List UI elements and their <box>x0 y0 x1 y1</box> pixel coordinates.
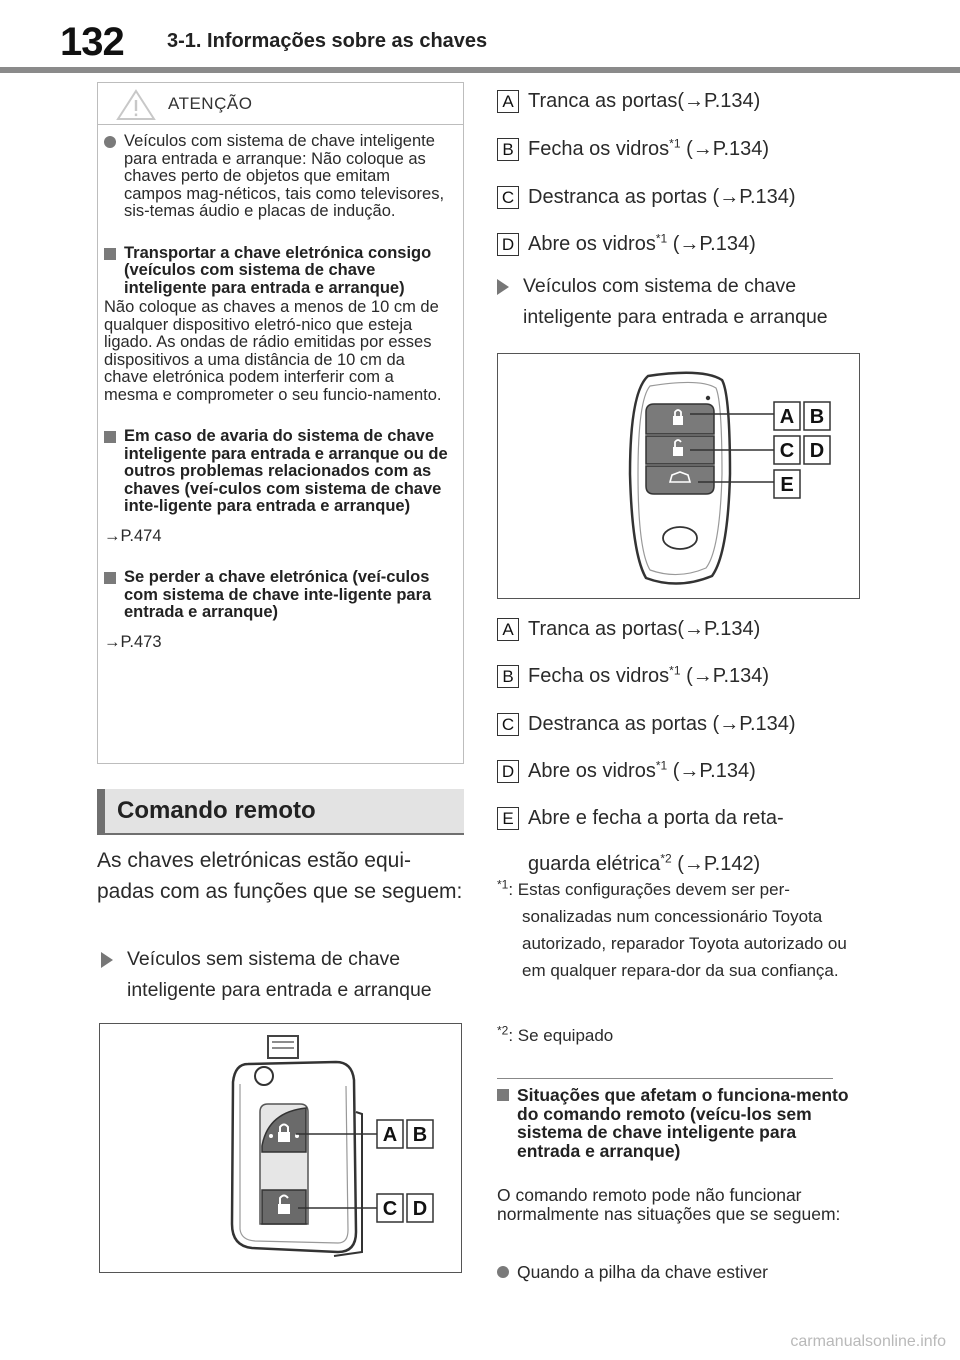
footnote-1 <box>497 876 847 984</box>
watermark: carmanualsonline.info <box>790 1333 946 1350</box>
figure-label-d: D <box>809 440 825 462</box>
warning-triangle-icon <box>116 89 156 121</box>
function-text: guarda elétrica <box>528 853 661 875</box>
divider <box>497 1078 833 1079</box>
section-title: 3-1. Informações sobre as chaves <box>167 30 488 52</box>
function-ref: (→P.142) <box>671 853 761 875</box>
figure-label-b: B <box>809 406 825 428</box>
situations-bullet <box>497 1263 768 1282</box>
figure-label-c: C <box>382 1198 398 1220</box>
footnote-marker: *2 <box>497 1023 509 1038</box>
function-text: Tranca as portas(→P.134) <box>528 90 761 112</box>
warning-subheading-text: Em caso de avaria do sistema de chave inteligente para entrada e arranque ou de outros problemas relacionados com as chaves (veí-culos com sistema de chave inte-ligente para entrada e arranque) <box>124 427 448 515</box>
section-heading <box>97 789 464 833</box>
warning-subheading <box>104 569 449 622</box>
footnote-marker: *1 <box>655 758 668 773</box>
function-item <box>497 664 769 688</box>
function-ref: (→P.134) <box>667 233 756 255</box>
variant-heading <box>497 271 867 333</box>
function-item <box>497 185 796 209</box>
triangle-bullet-icon <box>101 952 115 968</box>
smart-key-illustration <box>498 354 860 599</box>
function-item <box>497 89 760 113</box>
figure-smart-key <box>497 353 860 599</box>
warning-body <box>98 125 463 651</box>
function-text: Fecha os vidros <box>528 665 670 687</box>
label-box: D <box>497 760 519 783</box>
figure-label-b: B <box>412 1124 428 1146</box>
figure-key-without-smart <box>99 1023 462 1273</box>
function-item <box>497 806 784 876</box>
warning-subheading <box>104 428 449 516</box>
footnote-marker: *1 <box>669 136 681 151</box>
footnote-marker: *2 <box>660 851 672 866</box>
intro-paragraph: As chaves eletrónicas estão equi-padas com as funções que se seguem: <box>97 849 463 903</box>
function-text: Destranca as portas (→P.134) <box>528 713 796 735</box>
situations-heading <box>497 1086 862 1160</box>
warning-paragraph: Não coloque as chaves a menos de 10 cm de qualquer dispositivo eletró-nico que esteja ligado. As ondas de rádio emitidas por esses dispositivos a uma distância de 10 cm da chave eletrónica podem interferir com a mesma e comprometer o seu funcio-namento. <box>104 298 442 404</box>
warning-subheading-text: Se perder a chave eletrónica (veí-culos com sistema de chave inte-ligente para entrada e arranque) <box>124 568 432 621</box>
warning-box <box>97 82 464 764</box>
function-ref: (→P.134) <box>667 760 756 782</box>
figure-label-e: E <box>780 474 794 496</box>
situations-bullet-text: Quando a pilha da chave estiver <box>517 1262 768 1282</box>
label-box: B <box>497 665 519 688</box>
page-reference: →P.474 <box>104 526 162 545</box>
label-box: B <box>497 138 519 161</box>
bullet-dot-icon <box>497 1266 509 1278</box>
function-item <box>497 232 756 256</box>
function-text: Destranca as portas (→P.134) <box>528 186 796 208</box>
variant-heading-text: Veículos sem sistema de chave inteligente para entrada e arranque <box>127 948 432 1001</box>
warning-subheading-text: Transportar a chave eletrónica consigo (veículos com sistema de chave inteligente para entrada e arranque) <box>124 243 432 297</box>
page-number: 132 <box>60 20 124 64</box>
figure-label-a: A <box>779 406 795 428</box>
function-text: Tranca as portas(→P.134) <box>528 618 761 640</box>
label-box: E <box>497 807 519 830</box>
key-illustration <box>100 1024 462 1273</box>
footnote-text: : Se equipado <box>508 1026 614 1045</box>
label-box: A <box>497 618 519 641</box>
variant-heading-text: Veículos com sistema de chave inteligente para entrada e arranque <box>523 275 828 328</box>
page-reference: →P.473 <box>104 632 162 651</box>
warning-bullet-text: Veículos com sistema de chave inteligente para entrada e arranque: Não coloque as chaves perto de objetos que emitam campos mag-néticos, tais como televisores, sis-temas áudio e placas de indução. <box>124 132 445 220</box>
footnote-text: sonalizadas num concessionário Toyota autorizado, reparador Toyota autorizado ou em qualquer repara-dor da sua confiança. <box>522 907 847 980</box>
section-heading-text: Comando remoto <box>117 797 316 824</box>
function-text: Abre os vidros <box>528 760 656 782</box>
label-box: A <box>497 90 519 113</box>
section-heading-rule <box>97 833 464 835</box>
warning-bullet <box>104 133 449 221</box>
label-box: C <box>497 713 519 736</box>
figure-label-d: D <box>412 1198 428 1220</box>
function-ref: (→P.134) <box>680 138 770 160</box>
function-item <box>497 759 756 783</box>
situations-heading-text: Situações que afetam o funciona-mento do comando remoto (veícu-los sem sistema de chave inteligente para entrada e arranque) <box>517 1085 849 1161</box>
function-item <box>497 712 796 736</box>
warning-subheading <box>104 245 449 298</box>
warning-title: ATENÇÃO <box>168 94 253 113</box>
function-item <box>497 137 769 161</box>
footnote-marker: *1 <box>655 231 668 246</box>
bullet-square-icon <box>104 572 116 584</box>
function-text: Abre e fecha a porta da reta- <box>528 807 784 829</box>
triangle-bullet-icon <box>497 279 511 295</box>
footnote-marker: *1 <box>497 877 509 892</box>
bullet-square-icon <box>497 1089 509 1101</box>
label-box: C <box>497 186 519 209</box>
footnote-2 <box>497 1022 847 1049</box>
situations-intro: O comando remoto pode não funcionar normalmente nas situações que se seguem: <box>497 1185 841 1224</box>
bullet-square-icon <box>104 431 116 443</box>
function-text: Abre os vidros <box>528 233 656 255</box>
label-box: D <box>497 233 519 256</box>
footnote-text: : Estas configurações devem ser per- <box>508 880 790 899</box>
figure-label-a: A <box>382 1124 398 1146</box>
function-item <box>497 617 760 641</box>
footnote-marker: *1 <box>669 663 681 678</box>
warning-header <box>98 83 463 125</box>
function-ref: (→P.134) <box>680 665 770 687</box>
variant-heading <box>101 944 466 1006</box>
function-text: Fecha os vidros <box>528 138 670 160</box>
header-rule <box>0 67 960 73</box>
bullet-square-icon <box>104 248 116 260</box>
figure-label-c: C <box>779 440 795 462</box>
bullet-dot-icon <box>104 136 116 148</box>
